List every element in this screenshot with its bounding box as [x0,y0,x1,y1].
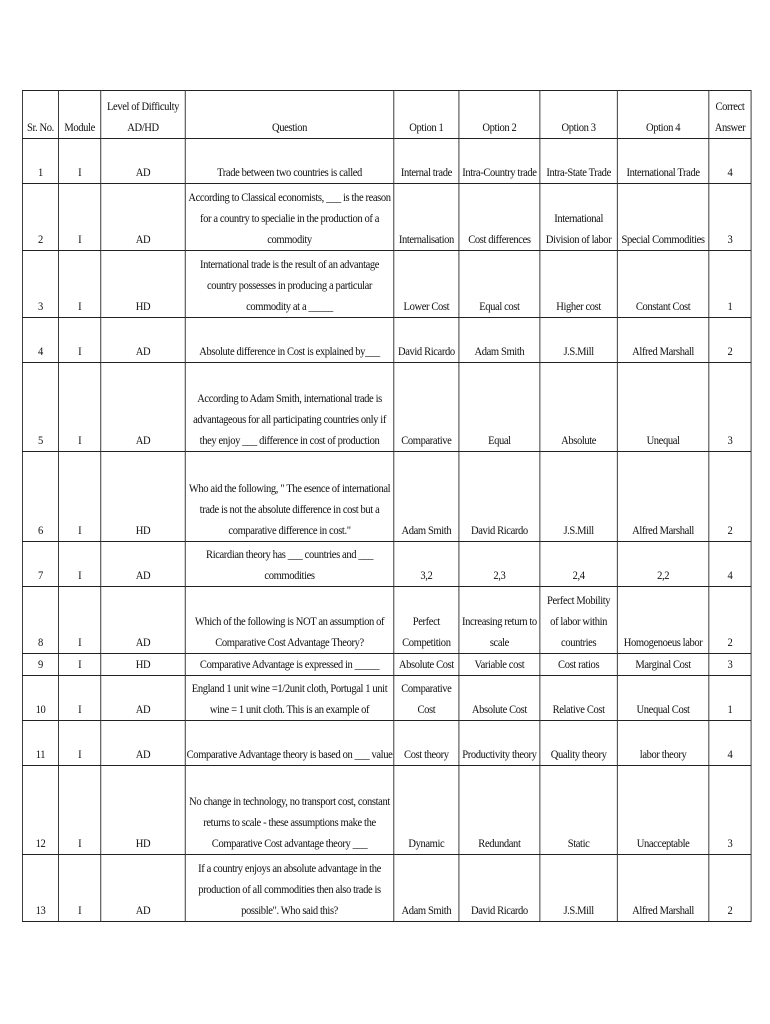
table-row [22,766,751,855]
module-cell: I [59,676,101,721]
mcq-table [22,90,752,922]
option-3-cell: Absolute [540,363,617,452]
question-cell: Absolute difference in Cost is explained by___ [185,318,394,363]
option-4-cell: Unacceptable [617,766,709,855]
answer-cell: 4 [709,721,751,766]
sr-no-cell: 7 [22,542,58,587]
table-row [22,251,751,318]
module-cell: I [59,654,101,676]
module-cell: I [59,587,101,654]
module-cell: I [59,855,101,922]
level-cell: AD [101,139,185,184]
table-row [22,184,751,251]
option-1-cell: Comparative Cost [394,676,459,721]
option-4-cell: Alfred Marshall [617,452,709,542]
option-1-cell: David Ricardo [394,318,459,363]
option-4-cell: Alfred Marshall [617,855,709,922]
option-2-cell: David Ricardo [459,855,540,922]
option-4-cell: Unequal [617,363,709,452]
level-cell: AD [101,318,185,363]
question-cell: Comparative Advantage theory is based on ___ value [185,721,394,766]
header-row [22,91,751,139]
sr-no-cell: 4 [22,318,58,363]
question-cell: England 1 unit wine =1/2unit cloth, Portugal 1 unit wine = 1 unit cloth. This is an example of [185,676,394,721]
module-cell: I [59,452,101,542]
option-1-cell: Adam Smith [394,452,459,542]
option-1-cell: Absolute Cost [394,654,459,676]
answer-cell: 3 [709,654,751,676]
answer-cell: 3 [709,363,751,452]
sr-no-cell: 1 [22,139,58,184]
sr-no-cell: 3 [22,251,58,318]
option-4-cell: Special Commodities [617,184,709,251]
option-2-cell: Variable cost [459,654,540,676]
option-3-cell: Perfect Mobility of labor within countries [540,587,617,654]
module-cell: I [59,318,101,363]
option-1-cell: Internal trade [394,139,459,184]
option-2-cell: Increasing return to scale [459,587,540,654]
header-question: Question [185,91,394,139]
sr-no-cell: 12 [22,766,58,855]
option-4-cell: Homogenoeus labor [617,587,709,654]
answer-cell: 2 [709,855,751,922]
option-1-cell: Lower Cost [394,251,459,318]
option-3-cell: Quality theory [540,721,617,766]
table-row [22,676,751,721]
option-4-cell: Constant Cost [617,251,709,318]
option-1-cell: Cost theory [394,721,459,766]
option-3-cell: 2,4 [540,542,617,587]
option-3-cell: Cost ratios [540,654,617,676]
option-1-cell: 3,2 [394,542,459,587]
level-cell: AD [101,184,185,251]
module-cell: I [59,721,101,766]
table-row [22,452,751,542]
level-cell: AD [101,587,185,654]
option-2-cell: Cost differences [459,184,540,251]
option-4-cell: International Trade [617,139,709,184]
question-cell: Comparative Advantage is expressed in _____ [185,654,394,676]
question-cell: Who aid the following, " The esence of international trade is not the absolute difference in cost but a comparative difference in cost." [185,452,394,542]
option-2-cell: Redundant [459,766,540,855]
header-module: Module [59,91,101,139]
level-cell: AD [101,363,185,452]
option-2-cell: David Ricardo [459,452,540,542]
header-option-3: Option 3 [540,91,617,139]
table-row [22,721,751,766]
sr-no-cell: 5 [22,363,58,452]
table-row [22,318,751,363]
option-3-cell: Higher cost [540,251,617,318]
table-row [22,542,751,587]
header-sr-no: Sr. No. [22,91,58,139]
table-row [22,654,751,676]
answer-cell: 4 [709,139,751,184]
option-3-cell: International Division of labor [540,184,617,251]
sr-no-cell: 2 [22,184,58,251]
question-cell: According to Classical economists, ___ is the reason for a country to specialie in the production of a commodity [185,184,394,251]
option-1-cell: Comparative [394,363,459,452]
option-1-cell: Adam Smith [394,855,459,922]
level-cell: HD [101,654,185,676]
option-2-cell: Absolute Cost [459,676,540,721]
option-1-cell: Internalisation [394,184,459,251]
option-2-cell: 2,3 [459,542,540,587]
level-cell: AD [101,855,185,922]
question-cell: If a country enjoys an absolute advantage in the production of all commodities then also trade is possible". Who said this? [185,855,394,922]
header-option-4: Option 4 [617,91,709,139]
option-2-cell: Equal cost [459,251,540,318]
level-cell: AD [101,676,185,721]
question-cell: According to Adam Smith, international trade is advantageous for all participating countries only if they enjoy ___ difference in cost of production [185,363,394,452]
table-row [22,587,751,654]
option-4-cell: Alfred Marshall [617,318,709,363]
option-1-cell: Perfect Competition [394,587,459,654]
option-3-cell: Relative Cost [540,676,617,721]
option-2-cell: Equal [459,363,540,452]
module-cell: I [59,542,101,587]
level-cell: HD [101,766,185,855]
answer-cell: 2 [709,587,751,654]
option-1-cell: Dynamic [394,766,459,855]
option-2-cell: Adam Smith [459,318,540,363]
option-3-cell: Intra-State Trade [540,139,617,184]
answer-cell: 1 [709,676,751,721]
answer-cell: 4 [709,542,751,587]
question-cell: Ricardian theory has ___ countries and ___ commodities [185,542,394,587]
option-3-cell: Static [540,766,617,855]
sr-no-cell: 13 [22,855,58,922]
question-cell: Which of the following is NOT an assumption of Comparative Cost Advantage Theory? [185,587,394,654]
header-option-2: Option 2 [459,91,540,139]
sr-no-cell: 10 [22,676,58,721]
option-4-cell: labor theory [617,721,709,766]
header-correct-answer: Correct Answer [709,91,751,139]
module-cell: I [59,251,101,318]
table-row [22,139,751,184]
option-3-cell: J.S.Mill [540,318,617,363]
level-cell: HD [101,251,185,318]
option-2-cell: Intra-Country trade [459,139,540,184]
sr-no-cell: 11 [22,721,58,766]
option-4-cell: Marginal Cost [617,654,709,676]
answer-cell: 1 [709,251,751,318]
option-2-cell: Productivity theory [459,721,540,766]
table-row [22,855,751,922]
module-cell: I [59,184,101,251]
answer-cell: 3 [709,766,751,855]
header-option-1: Option 1 [394,91,459,139]
level-cell: HD [101,452,185,542]
sr-no-cell: 8 [22,587,58,654]
answer-cell: 2 [709,318,751,363]
level-cell: AD [101,542,185,587]
level-cell: AD [101,721,185,766]
header-level: Level of Difficulty AD/HD [101,91,185,139]
answer-cell: 3 [709,184,751,251]
question-cell: International trade is the result of an advantage country possesses in producing a particular commodity at a _____ [185,251,394,318]
question-cell: Trade between two countries is called [185,139,394,184]
sr-no-cell: 6 [22,452,58,542]
module-cell: I [59,139,101,184]
question-cell: No change in technology, no transport cost, constant returns to scale - these assumptions make the Comparative Cost advantage theory ___ [185,766,394,855]
option-4-cell: 2,2 [617,542,709,587]
sr-no-cell: 9 [22,654,58,676]
option-3-cell: J.S.Mill [540,855,617,922]
option-4-cell: Unequal Cost [617,676,709,721]
answer-cell: 2 [709,452,751,542]
table-row [22,363,751,452]
option-3-cell: J.S.Mill [540,452,617,542]
module-cell: I [59,363,101,452]
module-cell: I [59,766,101,855]
